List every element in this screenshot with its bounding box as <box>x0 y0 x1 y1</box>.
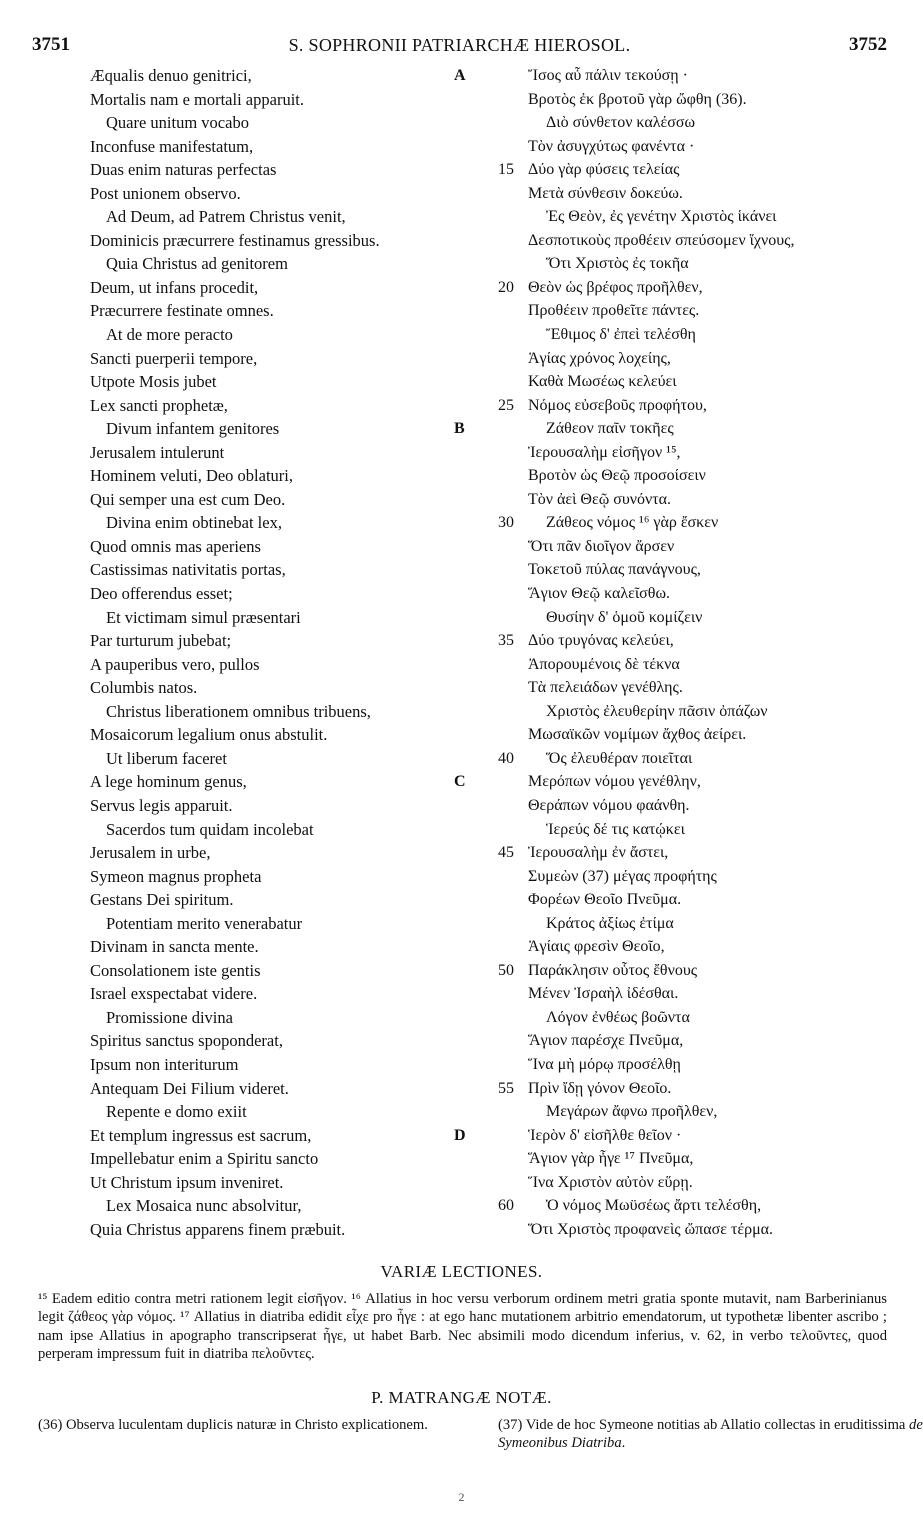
greek-verse: Θεὸν ὡς βρέφος προῆλθεν, <box>528 278 703 296</box>
latin-verse: Lex Mosaica nunc absolvitur, <box>106 1196 302 1216</box>
verse-line <box>0 464 923 488</box>
latin-verse: Dominicis præcurrere festinamus gressibus. <box>90 230 380 250</box>
verse-line <box>0 347 923 371</box>
greek-verse: Ἅγιον παρέσχε Πνεῦμα, <box>528 1032 684 1050</box>
latin-verse: Mosaicorum legalium onus abstulit. <box>90 725 328 745</box>
verse-line <box>0 394 923 418</box>
latin-verse: Sacerdos tum quidam incolebat <box>106 819 314 839</box>
verse-line <box>0 205 923 229</box>
latin-verse: Et templum ingressus est sacrum, <box>90 1125 312 1145</box>
line-number: 30 <box>498 514 514 532</box>
greek-verse: Προθέειν προθεῖτε πάντες. <box>528 302 700 320</box>
latin-verse: Ut liberum faceret <box>106 748 227 768</box>
greek-verse: Βροτὸν ὡς Θεῷ προσοίσειν <box>528 467 706 485</box>
line-number: 60 <box>498 1197 514 1215</box>
verse-line <box>0 1147 923 1171</box>
latin-verse: Divinam in sancta mente. <box>90 937 259 957</box>
latin-verse: Repente e domo exiit <box>106 1102 247 1122</box>
greek-verse: Ὁ νόμος Μωϋσέως ἄρτι τελέσθη, <box>546 1197 762 1215</box>
verse-line <box>0 276 923 300</box>
verse-line <box>0 1006 923 1030</box>
verse-line <box>0 229 923 253</box>
greek-verse: Μεγάρων ἄφνω προῆλθεν, <box>546 1103 718 1121</box>
line-number: 25 <box>498 396 514 414</box>
verse-line <box>0 888 923 912</box>
page-number-left: 3751 <box>32 34 70 55</box>
note-37-title: de Symeonibus Diatriba <box>498 1417 923 1452</box>
latin-verse: Deo offerendus esset; <box>90 584 233 604</box>
latin-verse: At de more peracto <box>106 325 233 345</box>
line-number: 45 <box>498 844 514 862</box>
greek-verse: Ἀπορουμένοις δὲ τέκνα <box>528 655 680 673</box>
verse-line <box>0 511 923 535</box>
verse-line <box>0 629 923 653</box>
latin-verse: Inconfuse manifestatum, <box>90 136 254 156</box>
greek-verse: Χριστὸς ἐλευθερίην πᾶσιν ὀπάζων <box>546 702 768 720</box>
greek-verse: Βροτὸς ἐκ βροτοῦ γὰρ ὤφθη (36). <box>528 90 747 108</box>
line-number: 35 <box>498 632 514 650</box>
verse-line <box>0 747 923 771</box>
verse-line <box>0 323 923 347</box>
verse-line <box>0 935 923 959</box>
greek-verse: Ἴσος αὖ πάλιν τεκούσῃ · <box>528 67 688 84</box>
latin-verse: Deum, ut infans procedit, <box>90 277 259 297</box>
latin-verse: Israel exspectabat videre. <box>90 984 258 1004</box>
greek-verse: Καθὰ Μωσέως κελεύει <box>528 373 677 391</box>
verse-line <box>0 818 923 842</box>
latin-verse: Quod omnis mas aperiens <box>90 536 261 556</box>
greek-verse: Τὰ πελειάδων γενέθλης. <box>528 679 683 697</box>
greek-verse: Ἐς Θεὸν, ἐς γενέτην Χριστὸς ἱκάνει <box>546 208 777 226</box>
verse-line <box>0 865 923 889</box>
latin-verse: Spiritus sanctus spoponderat, <box>90 1031 283 1051</box>
latin-verse: Divum infantem genitores <box>106 419 280 439</box>
verse-line <box>0 535 923 559</box>
latin-verse: Ut Christum ipsum inveniret. <box>90 1172 284 1192</box>
greek-verse: Ἱερουσαλὴμ εἰσῆγον ¹⁵, <box>528 443 681 461</box>
latin-verse: Præcurrere festinate omnes. <box>90 301 274 321</box>
line-number: 40 <box>498 749 514 767</box>
verse-line <box>0 700 923 724</box>
latin-verse: Jerusalem intulerunt <box>90 442 225 462</box>
greek-verse: Ἱερουσαλὴμ ἐν ἄστει, <box>528 844 669 862</box>
verse-line <box>0 1053 923 1077</box>
verse-line <box>0 488 923 512</box>
verse-line <box>0 841 923 865</box>
greek-verse: Ζάθεος νόμος ¹⁶ γὰρ ἔσκεν <box>546 514 719 532</box>
note-37-end: . <box>621 1435 626 1452</box>
section-marker: C <box>454 773 466 791</box>
greek-verse: Δύο γὰρ φύσεις τελείας <box>528 161 680 179</box>
verse-line <box>0 1218 923 1242</box>
variae-lectiones-text: ¹⁵ Eadem editio contra metri rationem legit εἰσῆγον. ¹⁶ Allatius in hoc versu verborum ordinem metri gratia sponte mutavit, nam Barberinianus legit ζάθεος γὰρ νόμος. ¹⁷ Allatius in diatriba edidit εἶχε pro ἦγε : at ego hanc mutationem arbitrio emendatorum, ut typothetæ libenter ascribo ; nam ipse Allatius in apographo transcripserat ἦγε, ut habet Barb. Nec absimili modo dicendum inferius, v. 62, in verbo τελοῦντες, quod perperam impressum fuit in diatriba πελοῦντες. <box>38 1291 887 1363</box>
greek-verse: Πρὶν ἴδῃ γόνον Θεοῖο. <box>528 1079 672 1097</box>
verse-line <box>0 558 923 582</box>
greek-verse: Φορέων Θεοῖο Πνεῦμα. <box>528 891 682 909</box>
latin-verse: A lege hominum genus, <box>90 772 247 792</box>
greek-verse: Λόγον ἐνθέως βοῶντα <box>546 1008 690 1026</box>
latin-verse: Castissimas nativitatis portas, <box>90 560 286 580</box>
greek-verse: Νόμος εὐσεβοῦς προφήτου, <box>528 396 707 414</box>
verse-line <box>0 653 923 677</box>
greek-verse: Τοκετοῦ πύλας πανάγνους, <box>528 561 701 579</box>
verse-line <box>0 1077 923 1101</box>
greek-verse: Ἔθιμος δ' ἐπεὶ τελέσθη <box>546 326 696 344</box>
verse-line <box>0 299 923 323</box>
latin-verse: Duas enim naturas perfectas <box>90 160 277 180</box>
line-number: 15 <box>498 161 514 179</box>
latin-verse: Æqualis denuo genitrici, <box>90 66 252 85</box>
verse-line <box>0 959 923 983</box>
latin-verse: Qui semper una est cum Deo. <box>90 489 286 509</box>
verse-line <box>0 912 923 936</box>
verse-line <box>0 1100 923 1124</box>
latin-verse: Consolationem iste gentis <box>90 960 261 980</box>
verse-line <box>0 1194 923 1218</box>
footer-mark: 2 <box>458 1490 465 1504</box>
verse-line <box>0 64 923 88</box>
latin-verse: Sancti puerperii tempore, <box>90 348 258 368</box>
line-number: 20 <box>498 278 514 296</box>
greek-verse: Ὅτι Χριστὸς ἐς τοκῆα <box>546 255 689 273</box>
latin-verse: Hominem veluti, Deo oblaturi, <box>90 466 294 486</box>
verse-line <box>0 723 923 747</box>
greek-verse: Ὅς ἐλευθέραν ποιεῖται <box>546 749 693 767</box>
greek-verse: Δεσποτικοὺς προθέειν σπεύσομεν ἴχνους, <box>528 231 795 249</box>
greek-verse: Ἅγιον Θεῷ καλεῖσθω. <box>528 585 670 603</box>
latin-verse: Utpote Mosis jubet <box>90 372 217 392</box>
verse-line <box>0 770 923 794</box>
greek-verse: Μένεν Ἰσραὴλ ἰδέσθαι. <box>528 985 679 1003</box>
verse-line <box>0 1124 923 1148</box>
latin-verse: Servus legis apparuit. <box>90 795 233 815</box>
greek-verse: Τὸν ἀσυγχύτως φανέντα · <box>528 137 695 155</box>
latin-verse: Columbis natos. <box>90 678 198 698</box>
line-number: 50 <box>498 961 514 979</box>
greek-verse: Δύο τρυγόνας κελεύει, <box>528 632 674 650</box>
verse-line <box>0 370 923 394</box>
verse-line <box>0 676 923 700</box>
greek-verse: Τὸν ἀεὶ Θεῷ συνόντα. <box>528 490 672 508</box>
notae-block <box>38 1416 923 1466</box>
latin-verse: Antequam Dei Filium videret. <box>90 1078 289 1098</box>
greek-verse: Θυσίην δ' ὁμοῦ κομίζειν <box>546 608 703 626</box>
verse-line <box>0 88 923 112</box>
latin-verse: Christus liberationem omnibus tribuens, <box>106 701 371 721</box>
greek-verse: Μερόπων νόμου γενέθλην, <box>528 773 701 791</box>
verse-line <box>0 135 923 159</box>
greek-verse: Ἅγιον γὰρ ἦγε ¹⁷ Πνεῦμα, <box>528 1150 694 1168</box>
verse-line <box>0 794 923 818</box>
greek-verse: Ἁγίαις φρεσὶν Θεοῖο, <box>528 938 665 956</box>
latin-verse: Quia Christus apparens finem præbuit. <box>90 1219 346 1239</box>
greek-verse: Μετὰ σύνθεσιν δοκεύω. <box>528 184 683 202</box>
latin-verse: Gestans Dei spiritum. <box>90 890 234 910</box>
greek-verse: Ἵνα Χριστὸν αὐτὸν εὕρῃ. <box>528 1173 693 1191</box>
latin-verse: Ipsum non interiturum <box>90 1054 239 1074</box>
latin-verse: Jerusalem in urbe, <box>90 843 211 863</box>
line-number: 55 <box>498 1079 514 1097</box>
section-marker: D <box>454 1126 466 1144</box>
verse-line <box>0 417 923 441</box>
greek-verse: Κράτος ἀξίως ἐτίμα <box>546 914 674 932</box>
latin-verse: Post unionem observo. <box>90 183 241 203</box>
latin-verse: Lex sancti prophetæ, <box>90 395 228 415</box>
verse-line <box>0 111 923 135</box>
latin-verse: Promissione divina <box>106 1007 233 1027</box>
latin-verse: Et victimam simul præsentari <box>106 607 301 627</box>
greek-verse: Ἱερὸν δ' εἰσῆλθε θεῖον · <box>528 1126 682 1144</box>
greek-verse: Ὅτι πᾶν διοῖγον ἄρσεν <box>528 537 675 555</box>
verse-line <box>0 582 923 606</box>
verse-line <box>0 982 923 1006</box>
latin-verse: Quare unitum vocabo <box>106 113 249 133</box>
verse-line <box>0 158 923 182</box>
greek-verse: Διὸ σύνθετον καλέσσω <box>546 114 695 132</box>
greek-verse: Ἱερεύς δέ τις κατῴκει <box>546 820 685 838</box>
latin-verse: Divina enim obtinebat lex, <box>106 513 282 533</box>
latin-verse: Mortalis nam e mortali apparuit. <box>90 89 304 109</box>
verse-line <box>0 441 923 465</box>
greek-verse: Συμεὼν (37) μέγας προφήτης <box>528 867 717 885</box>
verse-columns <box>0 64 923 1241</box>
latin-verse: Quia Christus ad genitorem <box>106 254 288 274</box>
section-marker: B <box>454 420 465 438</box>
latin-verse: Symeon magnus propheta <box>90 866 262 886</box>
note-37-text: (37) Vide de hoc Symeone notitias ab Allatio collectas in eruditissima <box>498 1417 910 1433</box>
page-header <box>32 34 887 60</box>
notae-title: P. MATRANGÆ NOTÆ. <box>371 1388 552 1407</box>
greek-verse: Ἁγίας χρόνος λοχείης, <box>528 349 671 367</box>
verse-line <box>0 1029 923 1053</box>
greek-verse: Ἵνα μὴ μόρῳ προσέλθῃ <box>528 1055 681 1073</box>
verse-line <box>0 606 923 630</box>
latin-verse: A pauperibus vero, pullos <box>90 654 260 674</box>
latin-verse: Ad Deum, ad Patrem Christus venit, <box>106 207 346 227</box>
greek-verse: Ὅτι Χριστὸς προφανεὶς ὤπασε τέρμα. <box>528 1220 774 1238</box>
verse-line <box>0 182 923 206</box>
greek-verse: Μωσαϊκῶν νομίμων ἄχθος ἀείρει. <box>528 726 747 744</box>
verse-line <box>0 252 923 276</box>
running-title: S. SOPHRONII PATRIARCHÆ HIEROSOL. <box>288 35 631 55</box>
greek-verse: Ζάθεον παῖν τοκῆες <box>546 420 674 438</box>
latin-verse: Potentiam merito venerabatur <box>106 913 303 933</box>
greek-verse: Παράκλησιν οὗτος ἔθνους <box>528 961 698 979</box>
note-37 <box>498 1416 923 1453</box>
verse-line <box>0 1171 923 1195</box>
note-36: (36) Observa luculentam duplicis naturæ in Christo explicationem. <box>38 1417 428 1433</box>
greek-verse: Θεράπων νόμου φαάνθη. <box>528 796 690 814</box>
latin-verse: Par turturum jubebat; <box>90 631 232 651</box>
variae-lectiones-title: VARIÆ LECTIONES. <box>380 1262 543 1281</box>
page-number-right: 3752 <box>849 34 887 55</box>
latin-verse: Impellebatur enim a Spiritu sancto <box>90 1149 319 1169</box>
section-marker: A <box>454 67 466 84</box>
